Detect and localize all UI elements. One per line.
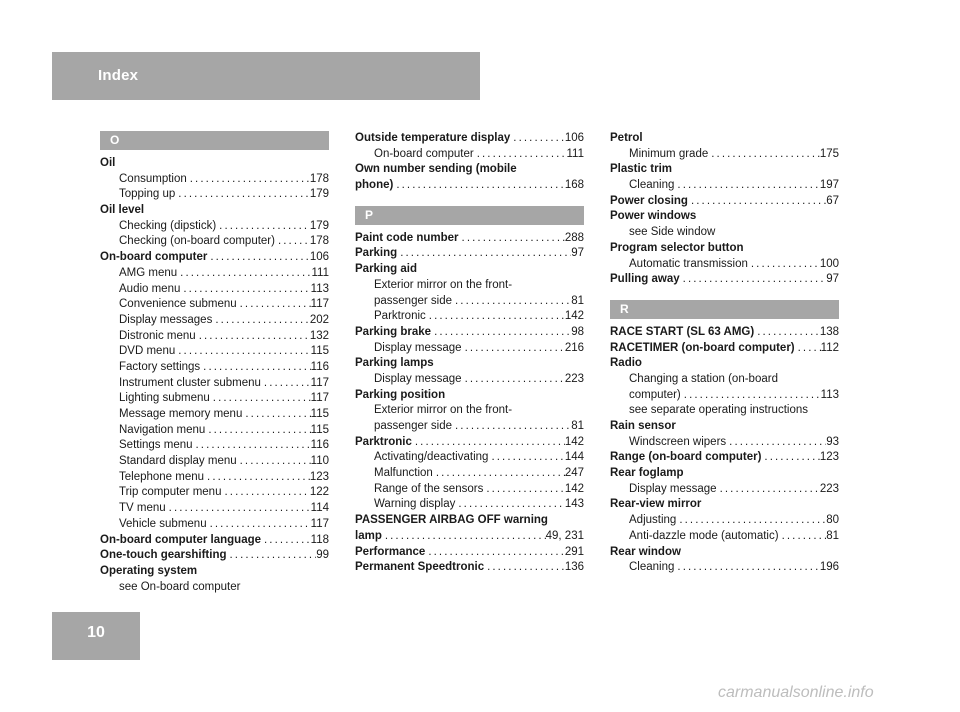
index-subentry	[355, 403, 584, 419]
index-entry	[355, 262, 584, 278]
index-subentry	[100, 423, 329, 439]
index-entry	[355, 545, 584, 561]
entry-text: Malfunction	[374, 467, 433, 480]
entry-text: Range of the sensors	[374, 482, 484, 495]
page-reference: 93	[826, 435, 839, 448]
entry-text: Activating/deactivating	[374, 451, 489, 464]
page-reference: 138	[819, 325, 839, 338]
entry-text: Pulling away	[610, 273, 680, 286]
entry-text: TV menu	[119, 502, 166, 515]
entry-text: Parktronic	[355, 435, 412, 448]
leader-dots	[207, 517, 311, 533]
leader-dots	[795, 341, 821, 357]
leader-dots	[426, 309, 565, 325]
leader-dots	[459, 231, 565, 247]
index-entry	[610, 131, 839, 147]
entry-text: Checking (dipstick)	[119, 219, 217, 232]
index-entry	[355, 356, 584, 372]
leader-dots	[748, 257, 820, 273]
index-subentry	[610, 435, 839, 451]
page-reference: 111	[311, 266, 329, 279]
entry-text: On-board computer	[374, 147, 474, 160]
page-reference: 123	[819, 451, 839, 464]
leader-dots	[216, 219, 310, 235]
index-subentry	[100, 485, 329, 501]
leader-dots	[227, 548, 317, 564]
page-reference: 247	[564, 467, 584, 480]
entry-text: Adjusting	[629, 514, 677, 527]
entry-text: see On-board computer	[119, 580, 241, 593]
page-reference: 115	[310, 423, 329, 436]
index-subentry	[100, 407, 329, 423]
index-column-1	[100, 131, 329, 595]
entry-text: Oil level	[100, 204, 145, 217]
watermark: carmanualsonline.info	[718, 684, 874, 701]
leader-dots	[175, 187, 310, 203]
index-subentry	[610, 482, 839, 498]
entry-text: Parking	[355, 247, 398, 260]
page-reference: 142	[564, 435, 584, 448]
leader-dots	[237, 297, 311, 313]
page-reference: 142	[564, 482, 584, 495]
entry-text: Standard display menu	[119, 455, 237, 468]
page-reference: 168	[564, 179, 584, 192]
index-entry	[355, 231, 584, 247]
index-subentry	[355, 147, 584, 163]
page-number: 10	[87, 624, 105, 641]
entry-text: computer)	[629, 388, 681, 401]
entry-text: Topping up	[119, 188, 176, 201]
entry-text: AMG menu	[119, 266, 178, 279]
leader-dots	[166, 501, 311, 517]
leader-dots	[237, 454, 311, 470]
leader-dots	[462, 341, 565, 357]
index-entry	[100, 203, 329, 219]
entry-text: Rear window	[610, 545, 681, 558]
leader-dots	[431, 325, 571, 341]
entry-text: Power closing	[610, 194, 688, 207]
index-subentry	[355, 450, 584, 466]
page-reference: 175	[819, 147, 839, 160]
leader-dots	[708, 147, 820, 163]
entry-text: Factory settings	[119, 360, 201, 373]
entry-text: Radio	[610, 357, 642, 370]
leader-dots	[275, 234, 310, 250]
leader-dots	[187, 172, 310, 188]
entry-text: Vehicle submenu	[119, 517, 207, 530]
section-letter-header: O	[100, 131, 329, 150]
leader-dots	[726, 435, 826, 451]
page-reference: 112	[820, 341, 839, 354]
leader-dots	[680, 272, 827, 288]
entry-text: passenger side	[374, 294, 452, 307]
leader-dots	[484, 560, 565, 576]
page-reference: 99	[316, 549, 329, 562]
entry-text: Petrol	[610, 132, 643, 144]
index-entry	[610, 272, 839, 288]
index-subentry	[100, 376, 329, 392]
entry-text: Performance	[355, 545, 426, 558]
leader-dots	[261, 533, 311, 549]
entry-text: Settings menu	[119, 439, 193, 452]
index-entry	[610, 341, 839, 357]
leader-dots	[177, 266, 311, 282]
entry-text: On-board computer	[100, 251, 208, 264]
leader-dots	[688, 194, 826, 210]
leader-dots	[510, 131, 565, 147]
page-reference: 291	[564, 545, 584, 558]
entry-text: Rain sensor	[610, 420, 676, 432]
entry-text: Display messages	[119, 313, 213, 326]
section-letter-header: P	[355, 206, 584, 225]
entry-text: Permanent Speedtronic	[355, 561, 485, 574]
section-letter-header: R	[610, 300, 839, 319]
leader-dots	[488, 450, 564, 466]
page-reference: 81	[826, 529, 839, 542]
index-subentry	[100, 297, 329, 313]
leader-dots	[433, 466, 565, 482]
page-reference: 106	[564, 132, 584, 144]
index-subentry	[355, 309, 584, 325]
index-subentry	[100, 391, 329, 407]
page-reference: 223	[564, 372, 584, 385]
entry-text: One-touch gearshifting	[100, 549, 227, 562]
page-reference: 117	[310, 517, 329, 530]
index-subentry	[100, 219, 329, 235]
entry-text: Warning display	[374, 498, 456, 511]
page-reference: 178	[309, 172, 329, 185]
page-reference: 144	[564, 451, 584, 464]
index-subentry	[610, 372, 839, 388]
entry-text: Windscreen wipers	[629, 435, 727, 448]
leader-dots	[754, 325, 820, 341]
leader-dots	[779, 529, 827, 545]
page-reference: 80	[826, 514, 839, 527]
index-entry	[355, 529, 584, 545]
index-subentry	[610, 388, 839, 404]
leader-dots	[717, 482, 820, 498]
index-subentry	[355, 341, 584, 357]
index-subentry	[355, 278, 584, 294]
index-subentry	[100, 454, 329, 470]
page-reference: 116	[310, 439, 329, 452]
entry-text: Own number sending (mobile	[355, 163, 517, 176]
page-reference: 179	[309, 188, 329, 201]
leader-dots	[681, 388, 821, 404]
index-entry	[100, 156, 329, 172]
index-subentry	[610, 225, 839, 241]
entry-text: Instrument cluster submenu	[119, 376, 261, 389]
leader-dots	[761, 450, 819, 466]
entry-text: Anti-dazzle mode (automatic)	[629, 529, 779, 542]
entry-text: Cleaning	[629, 561, 675, 574]
index-subentry	[610, 403, 839, 419]
leader-dots	[382, 529, 546, 545]
index-subentry	[610, 529, 839, 545]
index-entry	[355, 388, 584, 404]
page-reference: 98	[571, 325, 584, 338]
entry-text: Exterior mirror on the front-	[374, 404, 513, 417]
entry-text: Display message	[629, 482, 717, 495]
index-subentry	[100, 329, 329, 345]
entry-text: Telephone menu	[119, 470, 205, 483]
index-entry	[610, 356, 839, 372]
index-entry	[610, 325, 839, 341]
entry-text: RACETIMER (on-board computer)	[610, 341, 795, 354]
leader-dots	[261, 376, 311, 392]
header-bar	[52, 52, 480, 100]
leader-dots	[204, 470, 310, 486]
leader-dots	[397, 246, 571, 262]
index-entry	[610, 419, 839, 435]
index-entry	[355, 435, 584, 451]
index-subentry	[100, 282, 329, 298]
leader-dots	[425, 545, 565, 561]
index-subentry	[100, 580, 329, 596]
leader-dots	[193, 438, 311, 454]
page-reference: 100	[819, 257, 839, 270]
page-reference: 143	[564, 498, 584, 511]
index-entry	[100, 250, 329, 266]
page-reference: 114	[310, 502, 329, 515]
entry-text: Navigation menu	[119, 423, 206, 436]
index-column-3	[610, 131, 839, 576]
index-subentry	[100, 360, 329, 376]
index-entry	[610, 194, 839, 210]
page-reference: 97	[571, 247, 584, 260]
page-reference: 179	[309, 219, 329, 232]
entry-text: PASSENGER AIRBAG OFF warning	[355, 514, 548, 527]
entry-text: Rear-view mirror	[610, 498, 702, 511]
index-subentry	[355, 497, 584, 513]
page-reference: 122	[309, 486, 329, 499]
entry-text: Rear foglamp	[610, 467, 684, 480]
entry-text: Parking brake	[355, 325, 432, 338]
leader-dots	[412, 435, 565, 451]
index-subentry	[610, 147, 839, 163]
index-entry	[610, 162, 839, 178]
entry-text: see Side window	[629, 226, 716, 239]
index-entry	[610, 545, 839, 561]
entry-text: Parking lamps	[355, 357, 434, 370]
entry-text: Distronic menu	[119, 329, 196, 342]
index-entry	[100, 548, 329, 564]
page-reference: 196	[819, 561, 839, 574]
page-reference: 117	[310, 392, 329, 405]
entry-text: DVD menu	[119, 345, 176, 358]
page-reference: 118	[310, 533, 329, 546]
leader-dots	[205, 423, 310, 439]
entry-text: Lighting submenu	[119, 392, 210, 405]
page-reference: 81	[571, 294, 584, 307]
leader-dots	[452, 294, 571, 310]
page-reference: 142	[564, 310, 584, 323]
page-reference: 115	[310, 408, 329, 420]
leader-dots	[462, 372, 565, 388]
index-entry	[355, 162, 584, 178]
page-reference: 49, 231	[545, 529, 584, 542]
entry-text: Message memory menu	[119, 408, 243, 420]
leader-dots	[210, 391, 311, 407]
index-entry	[355, 560, 584, 576]
leader-dots	[221, 485, 309, 501]
page-reference: 113	[820, 388, 839, 401]
index-entry	[100, 533, 329, 549]
leader-dots	[180, 282, 310, 298]
index-subentry	[355, 372, 584, 388]
entry-text: lamp	[355, 529, 382, 542]
page-reference: 97	[826, 273, 839, 286]
leader-dots	[674, 178, 819, 194]
index-subentry	[610, 513, 839, 529]
page-reference: 223	[819, 482, 839, 495]
page-reference: 110	[310, 455, 329, 468]
page-reference: 132	[309, 329, 329, 342]
index-column-2	[355, 131, 584, 576]
index-subentry	[355, 466, 584, 482]
index-subentry	[100, 470, 329, 486]
index-entry	[610, 466, 839, 482]
entry-text: Power windows	[610, 210, 697, 223]
entry-text: passenger side	[374, 420, 452, 432]
index-subentry	[355, 419, 584, 435]
page-title: Index	[98, 67, 139, 84]
index-subentry	[610, 560, 839, 576]
entry-text: Convenience submenu	[119, 298, 237, 311]
page-reference: 115	[310, 345, 329, 358]
entry-text: Parking aid	[355, 263, 417, 276]
leader-dots	[452, 419, 571, 435]
index-subentry	[100, 313, 329, 329]
leader-dots	[242, 407, 310, 423]
entry-text: Checking (on-board computer)	[119, 235, 275, 248]
entry-text: RACE START (SL 63 AMG)	[610, 325, 755, 338]
leader-dots	[483, 482, 564, 498]
page-reference: 67	[826, 194, 839, 207]
index-subentry	[100, 344, 329, 360]
leader-dots	[474, 147, 567, 163]
entry-text: Changing a station (on-board	[629, 372, 778, 385]
index-subentry	[100, 517, 329, 533]
entry-text: Trip computer menu	[119, 486, 222, 499]
page-reference: 117	[310, 376, 329, 389]
entry-text: Range (on-board computer)	[610, 451, 762, 464]
page-reference: 216	[564, 341, 584, 354]
index-subentry	[100, 501, 329, 517]
index-entry	[355, 246, 584, 262]
entry-text: Minimum grade	[629, 147, 709, 160]
entry-text: Display message	[374, 341, 462, 354]
entry-text: Display message	[374, 372, 462, 385]
page-reference: 123	[309, 470, 329, 483]
leader-dots	[393, 178, 564, 194]
page-reference: 111	[566, 147, 584, 160]
entry-text: Exterior mirror on the front-	[374, 278, 513, 291]
page-reference: 178	[309, 235, 329, 248]
entry-text: Program selector button	[610, 241, 744, 254]
entry-text: phone)	[355, 179, 394, 192]
entry-text: Operating system	[100, 564, 198, 577]
index-subentry	[610, 257, 839, 273]
entry-text: Plastic trim	[610, 163, 672, 176]
leader-dots	[207, 250, 309, 266]
index-entry	[610, 497, 839, 513]
entry-text: Outside temperature display	[355, 132, 511, 144]
entry-text: Audio menu	[119, 282, 181, 295]
index-entry	[355, 513, 584, 529]
page-reference: 136	[564, 561, 584, 574]
index-subentry	[610, 178, 839, 194]
leader-dots	[175, 344, 310, 360]
entry-text: Paint code number	[355, 231, 459, 244]
index-subentry	[100, 172, 329, 188]
entry-text: Automatic transmission	[629, 257, 748, 270]
leader-dots	[196, 329, 310, 345]
page-reference: 288	[564, 231, 584, 244]
entry-text: Cleaning	[629, 179, 675, 192]
entry-text: On-board computer language	[100, 533, 262, 546]
entry-text: Oil	[100, 157, 116, 169]
index-entry	[610, 209, 839, 225]
leader-dots	[212, 313, 309, 329]
index-entry	[610, 241, 839, 257]
leader-dots	[455, 497, 564, 513]
index-entry	[355, 325, 584, 341]
entry-text: Consumption	[119, 172, 187, 185]
entry-text: Parking position	[355, 388, 446, 401]
index-subentry	[355, 482, 584, 498]
index-subentry	[100, 266, 329, 282]
leader-dots	[674, 560, 819, 576]
index-entry	[610, 450, 839, 466]
index-subentry	[100, 438, 329, 454]
page-reference: 106	[309, 251, 329, 264]
index-subentry	[355, 294, 584, 310]
page-reference: 113	[310, 282, 329, 295]
index-subentry	[100, 234, 329, 250]
entry-text: see separate operating instructions	[629, 404, 808, 417]
index-entry	[355, 178, 584, 194]
page-reference: 117	[310, 298, 329, 311]
page-reference: 81	[571, 420, 584, 432]
entry-text: Parktronic	[374, 310, 426, 323]
page-number-box	[52, 612, 140, 660]
page-reference: 116	[310, 360, 329, 373]
index-entry	[355, 131, 584, 147]
page-reference: 202	[309, 313, 329, 326]
leader-dots	[200, 360, 310, 376]
leader-dots	[676, 513, 826, 529]
index-entry	[100, 564, 329, 580]
page-reference: 197	[819, 179, 839, 192]
index-subentry	[100, 187, 329, 203]
